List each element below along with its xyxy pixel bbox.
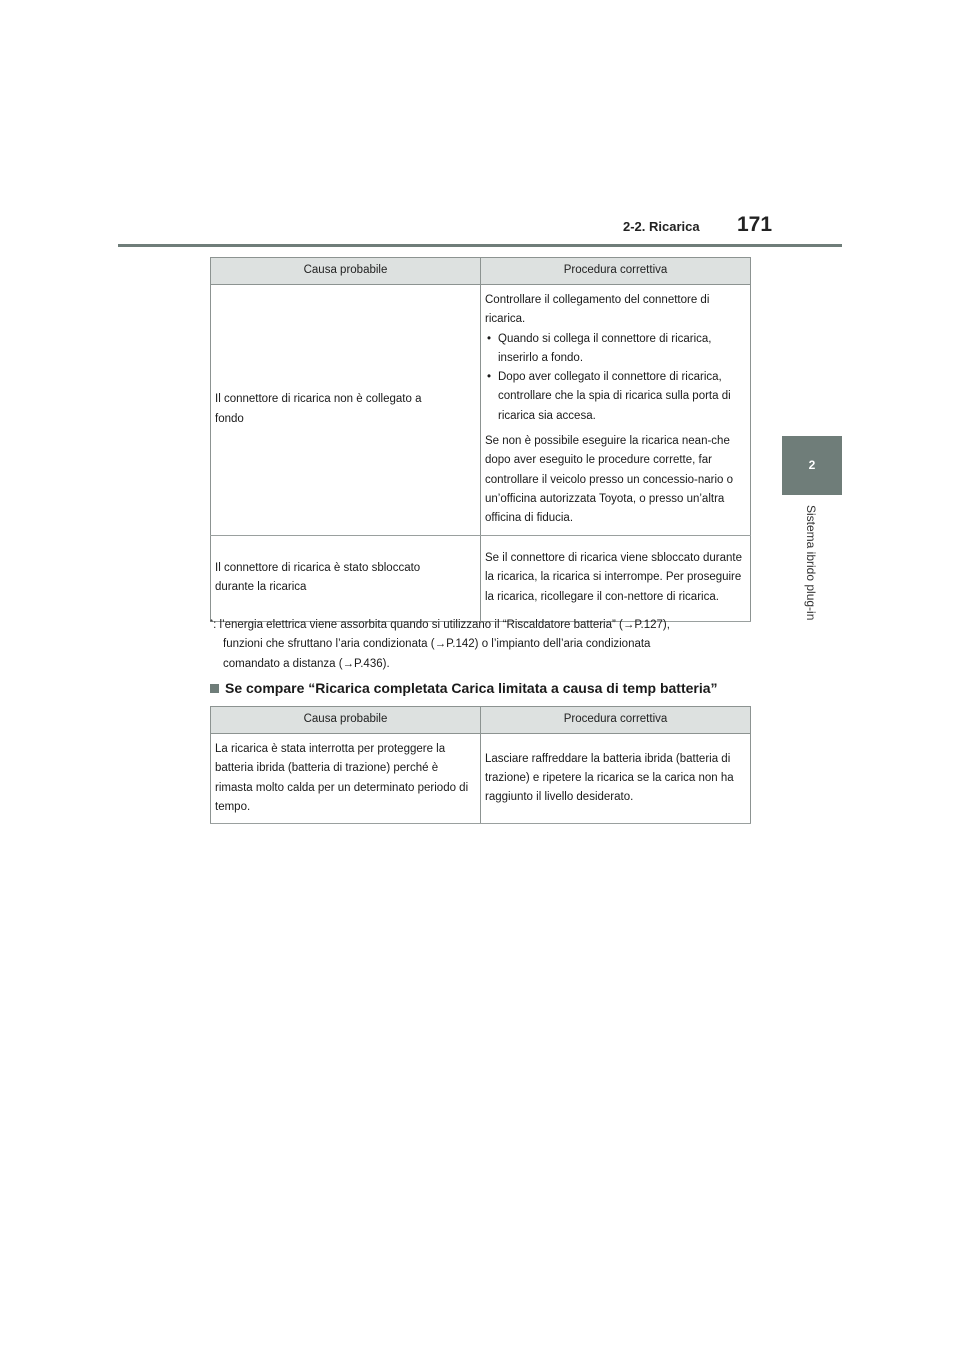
column-header-procedure: Procedura correttiva: [481, 707, 751, 734]
procedure-cell: Lasciare raffreddare la batteria ibrida (batteria di trazione) e ripetere la ricarica se la carica non ha raggiunto il livello desiderato.: [481, 734, 751, 824]
table-header-row: [211, 707, 751, 734]
procedure-intro: Controllare il collegamento del connettore di ricarica.: [485, 294, 710, 326]
bullet-item: • Quando si collega il connettore di ricarica, inserirlo a fondo.: [485, 330, 746, 369]
page-number: 171: [737, 213, 773, 236]
footnote-line-1: *: l’energia elettrica viene assorbita quando si utilizzano il “Riscaldatore batteria” (→P.127),: [210, 618, 670, 631]
column-header-cause: Causa probabile: [211, 258, 481, 285]
procedure-cell: Se il connettore di ricarica viene sbloccato durante la ricarica, la ricarica si interrompe. Per proseguire la ricarica, ricollegare il con-nettore di ricarica.: [481, 535, 751, 621]
troubleshooting-table-1: [210, 257, 751, 622]
chapter-number: 2: [808, 458, 816, 472]
chapter-label-text: Sistema ibrido plug-in: [804, 505, 818, 621]
table-row: [211, 734, 751, 824]
header-rule: [118, 244, 842, 247]
square-bullet-icon: [210, 684, 219, 693]
cause-cell: Il connettore di ricarica non è collegato a fondo: [211, 285, 481, 536]
section-heading: Se compare “Ricarica completata Carica limitata a causa di temp batteria”: [210, 680, 718, 696]
table-row: [211, 535, 751, 621]
cause-cell: La ricarica è stata interrotta per proteggere la batteria ibrida (batteria di trazione) perché è rimasta molto calda per un determinato periodo di tempo.: [211, 734, 481, 824]
chapter-label: [803, 505, 821, 650]
procedure-cell: [481, 285, 751, 536]
footnote-line-2: funzioni che sfruttano l’aria condizionata (→P.142) o l’impianto dell’aria condizionata: [223, 638, 651, 651]
footnote: [210, 616, 750, 674]
footnote-marker: *: [210, 618, 214, 627]
troubleshooting-table-2: [210, 706, 751, 824]
section-title: 2-2. Ricarica: [623, 219, 700, 234]
footnote-line-3: comandato a distanza (→P.436).: [223, 657, 390, 670]
table-row: [211, 285, 751, 536]
column-header-procedure: Procedura correttiva: [481, 258, 751, 285]
procedure-outro: Se non è possibile eseguire la ricarica nean-che dopo aver eseguito le procedure corrette, far controllare il veicolo presso un concessio-nario o un’officina autorizzata Toyota, o presso un’altra officina di fiducia.: [485, 435, 734, 525]
cause-cell: Il connettore di ricarica è stato sbloccato durante la ricarica: [211, 535, 481, 621]
bullet-item: • Dopo aver collegato il connettore di ricarica, controllare che la spia di ricarica sulla porta di ricarica sia accesa.: [485, 368, 746, 426]
table-header-row: [211, 258, 751, 285]
column-header-cause: Causa probabile: [211, 707, 481, 734]
chapter-tab: [782, 436, 842, 495]
